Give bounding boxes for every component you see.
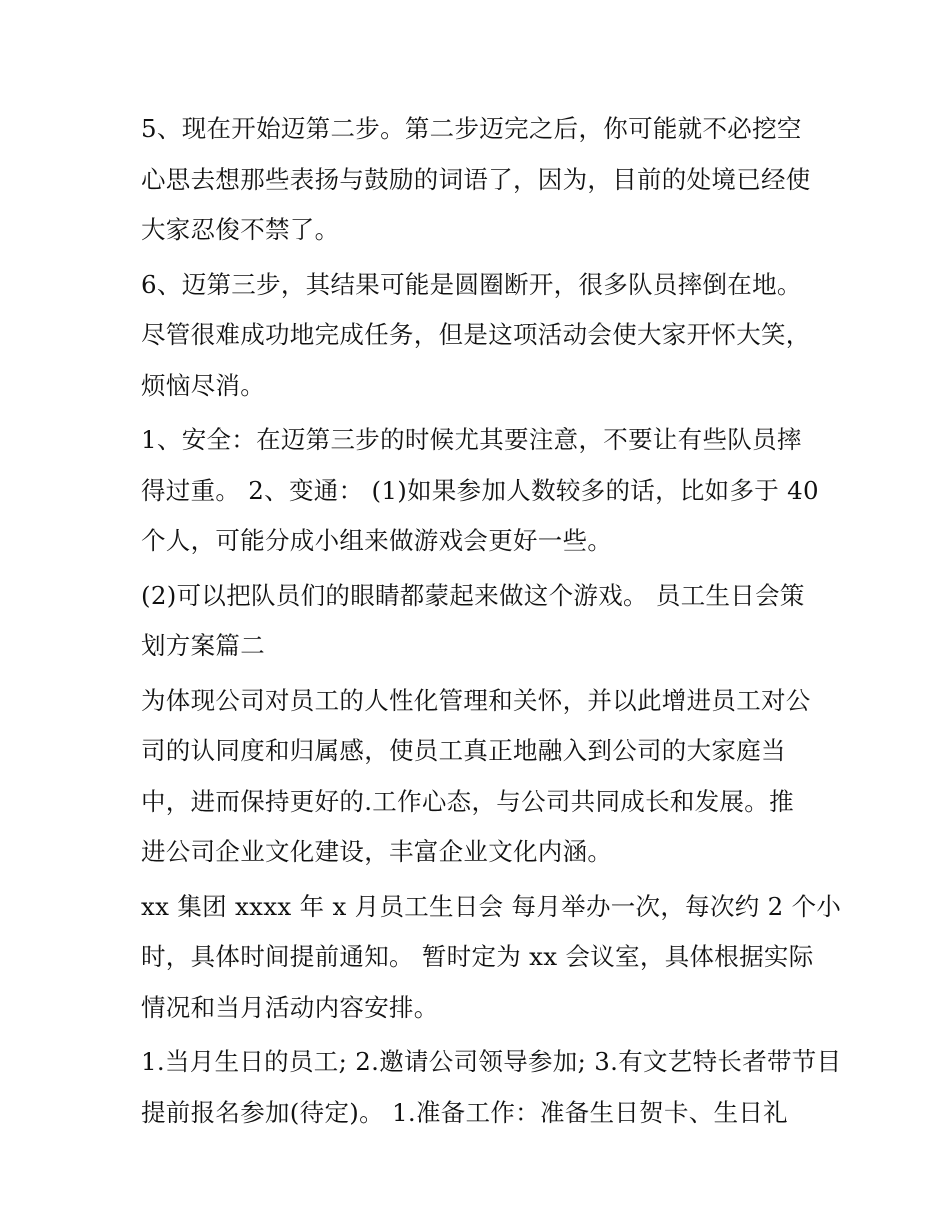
paragraph-safety-notes — [141, 415, 831, 567]
text-line: 为体现公司对员工的人性化管理和关怀，并以此增进员工对公 — [141, 685, 811, 715]
text-line: 心思去想那些表扬与鼓励的词语了，因为，目前的处境已经使 — [141, 164, 811, 194]
paragraph-participants — [141, 1037, 842, 1138]
text-line: 1.当月生日的员工; 2.邀请公司领导参加; 3.有文艺特长者带节目 — [141, 1047, 842, 1076]
text-line: 得过重。 2、变通： (1)如果参加人数较多的话，比如多于 40 — [141, 475, 819, 505]
text-line: 进公司企业文化建设，丰富企业文化内涵。 — [141, 837, 613, 866]
text-line: 6、迈第三步，其结果可能是圆圈断开，很多队员摔倒在地。 — [141, 269, 802, 299]
text-line: (2)可以把队员们的眼睛都蒙起来做这个游戏。 员工生日会策 — [141, 580, 805, 610]
text-line: 烦恼尽消。 — [141, 370, 265, 400]
text-line: 尽管很难成功地完成任务，但是这项活动会使大家开怀大笑， — [141, 320, 811, 349]
paragraph-event-info — [141, 882, 842, 1034]
paragraph-variation — [141, 571, 831, 672]
text-line: 提前报名参加(待定)。 1.准备工作：准备生日贺卡、生日礼 — [141, 1097, 788, 1127]
text-line: 中，进而保持更好的.工作心态，与公司共同成长和发展。推 — [141, 786, 794, 816]
text-line: 大家忍俊不禁了。 — [141, 215, 340, 244]
document-body — [141, 104, 842, 1142]
text-line: 1、安全：在迈第三步的时候尤其要注意，不要让有些队员摔 — [141, 425, 802, 454]
text-line: 时，具体时间提前通知。 暂时定为 xx 会议室，具体根据实际 — [141, 942, 814, 971]
text-line: 司的认同度和归属感，使员工真正地融入到公司的大家庭当 — [141, 736, 786, 765]
text-line: 个人，可能分成小组来做游戏会更好一些。 — [141, 526, 613, 555]
text-line: 5、现在开始迈第二步。第二步迈完之后，你可能就不必挖空 — [141, 114, 802, 143]
text-line: 划方案篇二 — [141, 631, 265, 660]
paragraph-purpose — [141, 676, 831, 878]
paragraph-step-5 — [141, 104, 831, 256]
text-line: xx 集团 xxxx 年 x 月员工生日会 每月举办一次，每次约 2 个小 — [141, 891, 842, 921]
paragraph-step-6 — [141, 260, 831, 412]
text-line: 情况和当月活动内容安排。 — [141, 992, 439, 1022]
